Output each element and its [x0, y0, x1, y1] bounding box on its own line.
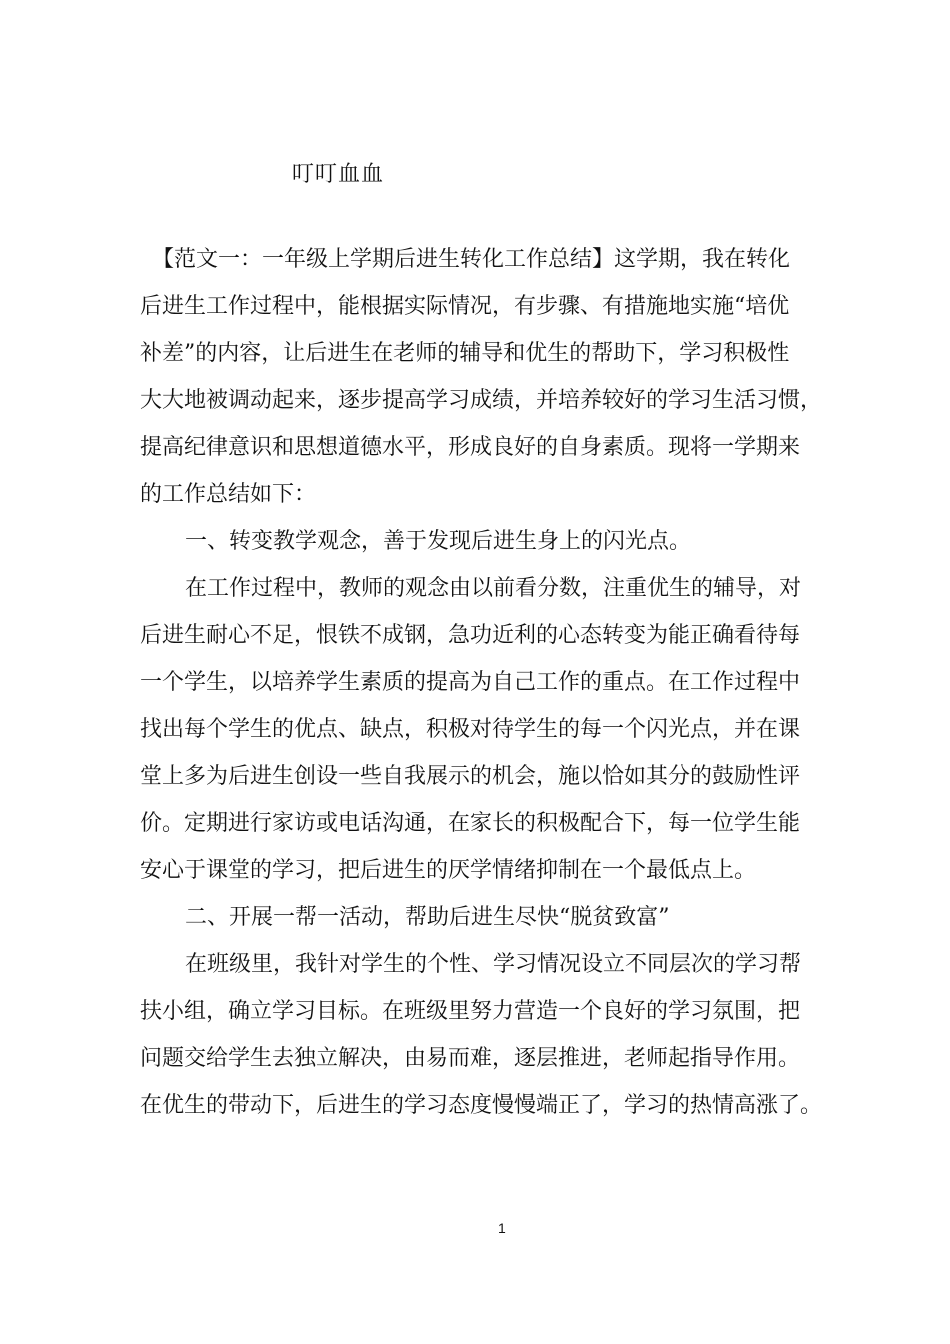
- paragraph-line: 堂上多为后进生创设一些自我展示的机会，施以恰如其分的鼓励性评: [140, 764, 801, 789]
- paragraph-line: 的工作总结如下：: [140, 482, 317, 507]
- body-text: [140, 240, 823, 1133]
- paragraph-line: 扶小组，确立学习目标。在班级里努力营造一个良好的学习氛围，把: [140, 999, 801, 1024]
- paragraph-line: 在工作过程中，教师的观念由以前看分数，注重优生的辅导，对: [185, 576, 802, 601]
- paragraph-line: 【范文一：一年级上学期后进生转化工作总结】这学期，我在转化: [152, 247, 791, 272]
- paragraph-line: 找出每个学生的优点、缺点，积极对待学生的每一个闪光点，并在课: [140, 717, 801, 742]
- page-header-title: 叮叮血血: [292, 162, 385, 187]
- paragraph-line: 价。定期进行家访或电话沟通，在家长的积极配合下，每一位学生能: [140, 811, 801, 836]
- paragraph-line: 补差”的内容，让后进生在老师的辅导和优生的帮助下，学习积极性: [140, 341, 790, 366]
- paragraph-line: 提高纪律意识和思想道德水平，形成良好的自身素质。现将一学期来: [140, 435, 801, 460]
- paragraph-line: 大大地被调动起来，逐步提高学习成绩，并培养较好的学习生活习惯，: [140, 388, 823, 413]
- paragraph-line: 在优生的带动下，后进生的学习态度慢慢端正了，学习的热情高涨了。: [140, 1093, 823, 1118]
- paragraph-line: 安心于课堂的学习，把后进生的厌学情绪抑制在一个最低点上。: [140, 858, 757, 883]
- paragraph-line: 后进生耐心不足，恨铁不成钢，急功近利的心态转变为能正确看待每: [140, 623, 801, 648]
- paragraph-line: 后进生工作过程中，能根据实际情况，有步骤、有措施地实施“培优: [140, 294, 790, 319]
- page-number: 1: [498, 1220, 506, 1236]
- paragraph-line: 一个学生，以培养学生素质的提高为自己工作的重点。在工作过程中: [140, 670, 801, 695]
- paragraph-line: 问题交给学生去独立解决，由易而难，逐层推进，老师起指导作用。: [140, 1046, 801, 1071]
- paragraph-line: 在班级里，我针对学生的个性、学习情况设立不同层次的学习帮: [185, 952, 802, 977]
- section-heading: 一、转变教学观念，善于发现后进生身上的闪光点。: [185, 529, 692, 554]
- section-heading: 二、开展一帮一活动，帮助后进生尽快“脱贫致富”: [185, 905, 670, 930]
